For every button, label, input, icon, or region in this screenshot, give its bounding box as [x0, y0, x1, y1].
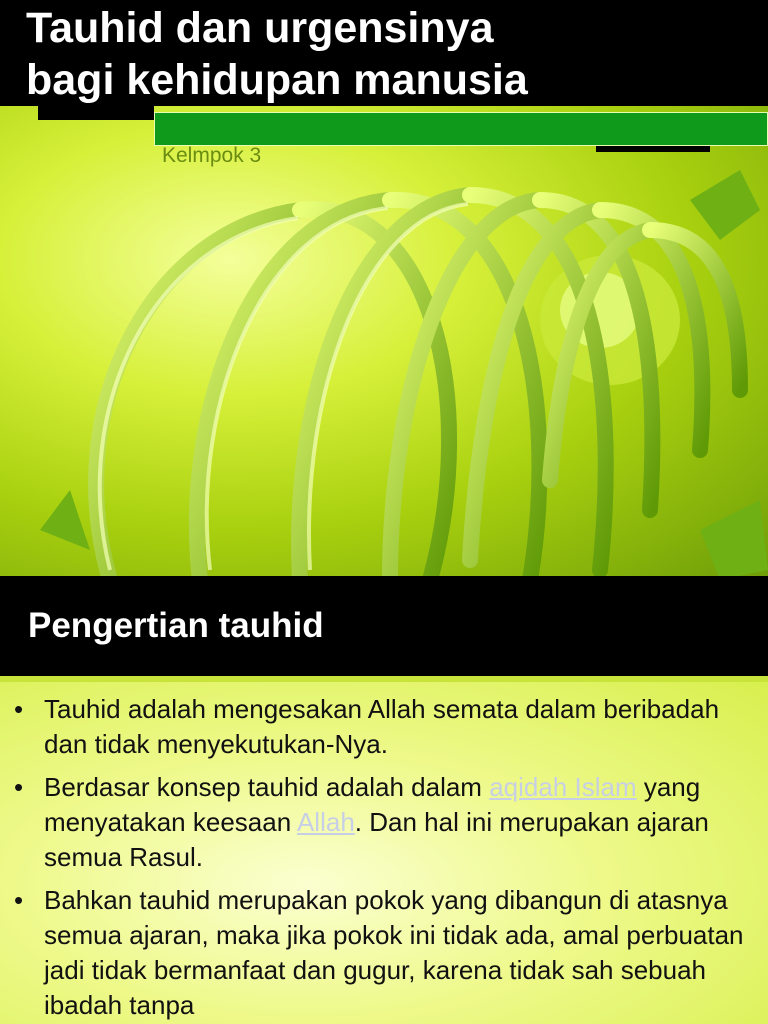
bullet-icon: •	[14, 694, 24, 724]
bullet-text: yang menyatakan keesaan	[44, 772, 701, 837]
content-slide	[0, 576, 768, 1024]
title-line-1: Tauhid dan urgensinya	[26, 4, 494, 52]
divider	[0, 676, 768, 682]
bullet-text: Bahkan tauhid merupakan pokok yang dibangun di atasnya semua ajaran, maka jika pokok ini tidak ada, amal perbuatan jadi tidak bermanfaat dan gugur, karena tidak sah sebuah ibadah tanpa	[44, 885, 744, 1020]
list-item	[14, 770, 754, 875]
bullet-icon: •	[14, 885, 24, 915]
spiral-spring-graphic	[0, 150, 768, 576]
bullet-text: Tauhid adalah mengesakan Allah semata dalam beribadah dan tidak menyekutukan-Nya.	[44, 694, 720, 759]
title-line-2: bagi kehidupan manusia	[26, 56, 528, 104]
bullet-text: Berdasar konsep tauhid adalah dalam	[44, 772, 490, 802]
decorative-strip	[38, 106, 154, 120]
bullet-list	[14, 692, 754, 1024]
link-aqidah-islam[interactable]: aqidah Islam	[489, 772, 637, 802]
slide-heading: Pengertian tauhid	[28, 606, 324, 645]
slide-title	[26, 2, 528, 106]
bullet-text: . Dan hal ini merupakan ajaran semua Rasul.	[44, 807, 709, 872]
bullet-icon: •	[14, 772, 24, 802]
link-allah[interactable]: Allah	[296, 807, 355, 837]
list-item	[14, 692, 754, 762]
decorative-strip	[596, 146, 710, 152]
slide-subtitle: Kelmpok 3	[162, 144, 262, 167]
list-item	[14, 883, 754, 1023]
accent-bar	[154, 112, 768, 146]
